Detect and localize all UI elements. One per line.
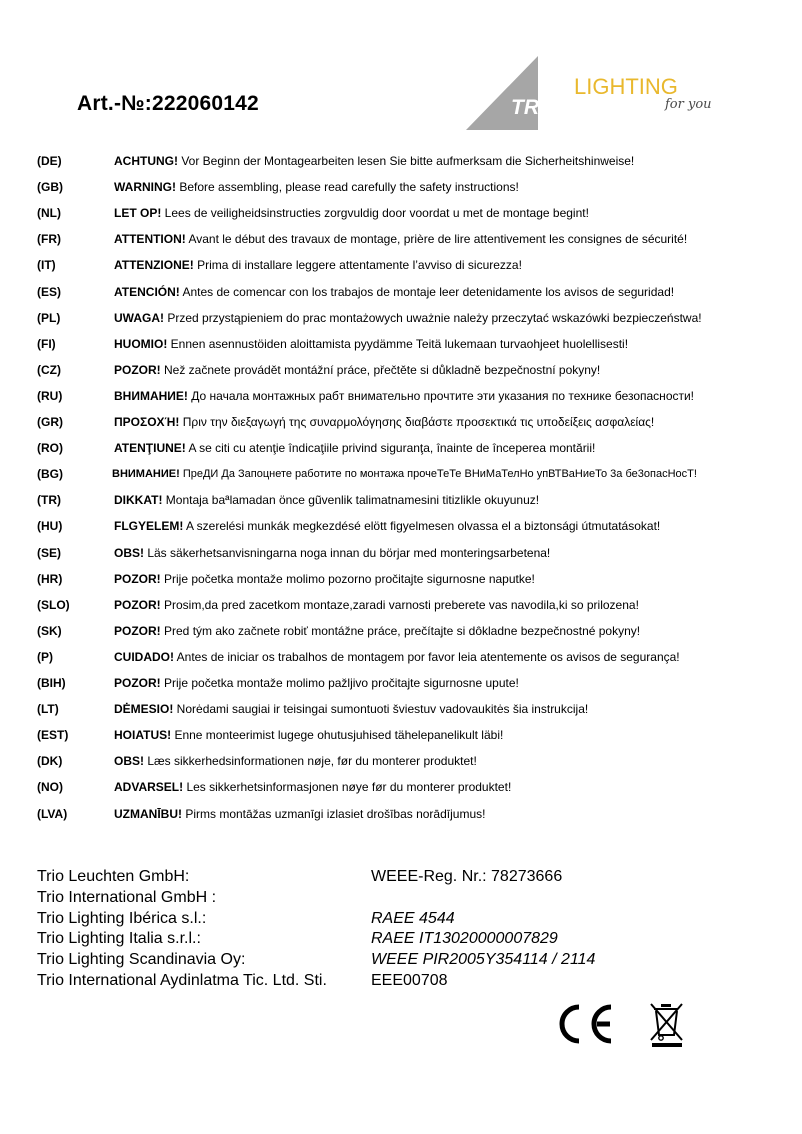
warning-keyword: POZOR! bbox=[114, 571, 161, 586]
language-code: (SK) bbox=[37, 623, 62, 638]
warning-keyword: ВНИМАНИЕ! bbox=[112, 468, 180, 481]
registration-list bbox=[371, 867, 595, 992]
warning-text: ПреДИ Да Запоцнете работите по монтажа прочеТеТе ВНиМаТелНо упВТВаНиеТо 3а бе3опасНосТ! bbox=[179, 468, 697, 481]
warning-message bbox=[114, 722, 503, 748]
company-name: Trio Lighting Scandinavia Oy: bbox=[37, 951, 246, 969]
warning-keyword: ADVARSEL! bbox=[114, 780, 184, 795]
warning-text: A szerelési munkák megkezdésé elött figyelmesen olvassa el a biztonsági útmutatásokat! bbox=[183, 519, 661, 534]
warning-keyword: ВНИМАНИЕ! bbox=[114, 388, 188, 403]
warning-keyword: OBS! bbox=[114, 545, 144, 560]
article-number: Art.-№:222060142 bbox=[77, 92, 259, 115]
language-code: (HR) bbox=[37, 571, 63, 586]
warning-text: Before assembling, please read carefully the safety instructions! bbox=[176, 180, 519, 195]
warning-message bbox=[112, 461, 697, 487]
ce-mark-icon bbox=[553, 1003, 615, 1045]
warning-message bbox=[114, 331, 628, 357]
company-list bbox=[37, 867, 327, 992]
warning-message bbox=[114, 435, 595, 461]
warning-message bbox=[114, 540, 550, 566]
language-code: (FR) bbox=[37, 232, 61, 247]
warning-keyword: UZMANĪBU! bbox=[114, 806, 182, 821]
warning-text: Przed przystąpieniem do prac montażowych uważnie należy przeczytać wskazówki bezpieczeństwa! bbox=[164, 310, 702, 325]
warning-message bbox=[114, 226, 687, 252]
warning-text: Antes de comencar con los trabajos de montaje leer detenidamente los avisos de seguridad! bbox=[179, 284, 675, 299]
language-code: (GB) bbox=[37, 180, 63, 195]
registration-number: WEEE PIR2005Y354114 / 2114 bbox=[371, 951, 596, 969]
warning-message bbox=[114, 592, 639, 618]
warning-keyword: POZOR! bbox=[114, 597, 161, 612]
warning-message bbox=[114, 383, 694, 409]
warning-row bbox=[0, 592, 802, 618]
warning-text: Prima di installare leggere attentamente l’avviso di sicurezza! bbox=[193, 258, 522, 273]
company-name: Trio Lighting Italia s.r.l.: bbox=[37, 930, 201, 948]
language-code: (SLO) bbox=[37, 597, 70, 612]
warning-message bbox=[114, 513, 660, 539]
language-code: (LVA) bbox=[37, 806, 68, 821]
language-code: (TR) bbox=[37, 493, 61, 508]
warning-message bbox=[114, 357, 600, 383]
language-code: (NL) bbox=[37, 206, 61, 221]
warning-row bbox=[0, 279, 802, 305]
warning-row bbox=[0, 461, 802, 487]
warning-text: Læs sikkerhedsinformationen nøje, før du monterer produktet! bbox=[144, 754, 477, 769]
warning-message bbox=[114, 566, 535, 592]
language-code: (BG) bbox=[37, 467, 63, 482]
warning-text: Les sikkerhetsinformasjonen nøye før du monterer produktet! bbox=[183, 780, 512, 795]
warning-message bbox=[114, 279, 674, 305]
warning-keyword: ATENŢIUNE! bbox=[114, 441, 186, 456]
warning-row bbox=[0, 331, 802, 357]
warning-row bbox=[0, 409, 802, 435]
language-code: (RU) bbox=[37, 388, 63, 403]
language-code: (ES) bbox=[37, 284, 61, 299]
warning-row bbox=[0, 774, 802, 800]
warning-row bbox=[0, 722, 802, 748]
language-code: (BIH) bbox=[37, 676, 66, 690]
language-code: (HU) bbox=[37, 519, 63, 534]
registration-number bbox=[371, 888, 595, 909]
warning-message bbox=[114, 774, 511, 800]
registration-number: EEE00708 bbox=[371, 971, 448, 989]
language-code: (IT) bbox=[37, 258, 56, 273]
warning-text: Antes de iniciar os trabalhos de montagem por favor leia atentemente os avisos de segurança! bbox=[174, 649, 680, 664]
trio-lighting-logo bbox=[462, 52, 722, 134]
language-code: (FI) bbox=[37, 336, 56, 351]
warning-text: Než začnete provádět montážní práce, přečtěte si důkladně bezpečnostní pokyny! bbox=[160, 362, 601, 377]
warning-keyword: OBS! bbox=[114, 754, 144, 769]
warning-keyword: DIKKAT! bbox=[114, 493, 163, 508]
warning-text: Ennen asennustöiden aloittamista pyydämme Teitä lukemaan turvaohjeet huolellisesti! bbox=[167, 336, 629, 351]
language-code: (LT) bbox=[37, 702, 59, 717]
warning-text: Norėdami saugiai ir teisingai sumontuoti šviestuv vadovaukitės šia instrukcija! bbox=[173, 702, 589, 717]
registration-number: RAEE IT13020000007829 bbox=[371, 930, 558, 948]
warning-keyword: DĖMESIO! bbox=[114, 702, 174, 717]
warning-row bbox=[0, 644, 802, 670]
warning-row bbox=[0, 801, 802, 827]
warning-keyword: HUOMIO! bbox=[114, 336, 168, 351]
warning-text: Vor Beginn der Montagearbeiten lesen Sie bitte aufmerksam die Sicherheitshinweise! bbox=[178, 154, 635, 168]
weee-bin-icon bbox=[648, 1000, 686, 1048]
warning-row bbox=[0, 748, 802, 774]
warning-message bbox=[114, 174, 519, 200]
registration-number: RAEE 4544 bbox=[371, 909, 455, 927]
language-code: (DE) bbox=[37, 154, 62, 168]
warning-row bbox=[0, 226, 802, 252]
warning-keyword: FLGYELEM! bbox=[114, 519, 184, 534]
warning-keyword: CUIDADO! bbox=[114, 649, 174, 664]
warning-row bbox=[0, 435, 802, 461]
warning-keyword: LET OP! bbox=[114, 206, 162, 221]
warning-text: Prije početka montaže molimo pozorno pročitajte sigurnosne naputke! bbox=[160, 571, 535, 586]
warning-keyword: ΠΡΟΣΟΧΉ! bbox=[114, 415, 180, 429]
warning-message bbox=[114, 748, 477, 774]
warning-text: Enne monteerimist lugege ohutusjuhised tähelepanelikult läbi! bbox=[171, 728, 504, 743]
warning-row bbox=[0, 487, 802, 513]
warning-row bbox=[0, 618, 802, 644]
company-name: Trio Leuchten GmbH: bbox=[37, 868, 190, 885]
warning-text: A se citi cu atenţie îndicaţiile privind siguranţa, înainte de începerea montării! bbox=[185, 441, 596, 456]
warning-message bbox=[114, 644, 680, 670]
warning-text: Prije početka montaže molimo pažljivo pročitajte sigurnosne upute! bbox=[160, 676, 519, 690]
language-code: (PL) bbox=[37, 310, 61, 325]
warning-row bbox=[0, 357, 802, 383]
warning-text: Prosim,da pred zacetkom montaze,zaradi varnosti preberete vas navodila,ki so prilozena! bbox=[160, 597, 639, 612]
warning-message bbox=[114, 487, 539, 513]
svg-text:for you: for you bbox=[665, 97, 712, 112]
warning-keyword: ATENCIÓN! bbox=[114, 284, 180, 299]
warning-message bbox=[114, 252, 522, 278]
language-code: (SE) bbox=[37, 545, 61, 560]
language-code: (DK) bbox=[37, 754, 63, 769]
warning-text: Πριν την διεξαγωγή της συναρμολόγησης διαβάστε προσεκτικά τις υποδείξεις ασφαλείας! bbox=[179, 415, 655, 429]
svg-text:TRIO: TRIO bbox=[511, 96, 562, 119]
warning-row bbox=[0, 252, 802, 278]
warning-text: Montaja baªlamadan önce gũvenlik talimatnamesini titizlikle okuyunuz! bbox=[162, 493, 540, 508]
warning-row bbox=[0, 540, 802, 566]
warning-row bbox=[0, 305, 802, 331]
language-code: (GR) bbox=[37, 415, 63, 429]
company-name: Trio International Aydinlatma Tic. Ltd. Sti. bbox=[37, 971, 327, 989]
warning-keyword: ATTENZIONE! bbox=[114, 258, 194, 273]
warning-message bbox=[114, 618, 640, 644]
warning-message bbox=[114, 696, 588, 722]
language-code: (P) bbox=[37, 649, 53, 664]
warning-text: До начала монтажных рабт внимательно прочтите эти указания по технике безопасности! bbox=[187, 388, 695, 403]
company-name: Trio International GmbH : bbox=[37, 888, 217, 906]
warning-row bbox=[0, 696, 802, 722]
warning-row bbox=[0, 200, 802, 226]
warning-keyword: WARNING! bbox=[114, 180, 176, 195]
warning-keyword: HOIATUS! bbox=[114, 728, 172, 743]
warning-row bbox=[0, 670, 802, 696]
warning-keyword: ATTENTION! bbox=[114, 232, 186, 247]
warning-message bbox=[114, 148, 634, 174]
warning-row bbox=[0, 513, 802, 539]
language-code: (CZ) bbox=[37, 362, 61, 377]
warning-text: Läs säkerhetsanvisningarna noga innan du börjar med monteringsarbetena! bbox=[144, 545, 551, 560]
warning-row bbox=[0, 383, 802, 409]
language-code: (RO) bbox=[37, 441, 63, 456]
warning-keyword: POZOR! bbox=[114, 362, 161, 377]
language-code: (EST) bbox=[37, 728, 69, 743]
language-code: (NO) bbox=[37, 780, 63, 795]
svg-text:LIGHTING: LIGHTING bbox=[574, 74, 678, 99]
warning-message bbox=[114, 305, 702, 331]
warning-text: Avant le début des travaux de montage, prière de lire attentivement les consignes de sécurité! bbox=[185, 232, 688, 247]
warning-row bbox=[0, 174, 802, 200]
warning-keyword: POZOR! bbox=[114, 623, 161, 638]
warning-row bbox=[0, 148, 802, 174]
warning-keyword: POZOR! bbox=[114, 676, 161, 690]
warning-message bbox=[114, 801, 485, 827]
company-name: Trio Lighting Ibérica s.l.: bbox=[37, 909, 207, 927]
registration-number: WEEE-Reg. Nr.: 78273666 bbox=[371, 868, 563, 885]
warning-keyword: UWAGA! bbox=[114, 310, 164, 325]
warning-message bbox=[114, 200, 589, 226]
warning-keyword: ACHTUNG! bbox=[114, 154, 178, 168]
warning-text: Pred tým ako začnete robiť montážne práce, prečítajte si dôkladne bezpečnostné pokyny! bbox=[160, 623, 641, 638]
warning-message bbox=[114, 409, 654, 435]
warning-row bbox=[0, 566, 802, 592]
warning-text: Pirms montāžas uzmanīgi izlasiet drošības norādījumus! bbox=[182, 806, 486, 821]
warning-message bbox=[114, 670, 519, 696]
warning-text: Lees de veiligheidsinstructies zorgvuldig door voordat u met de montage begint! bbox=[161, 206, 589, 221]
